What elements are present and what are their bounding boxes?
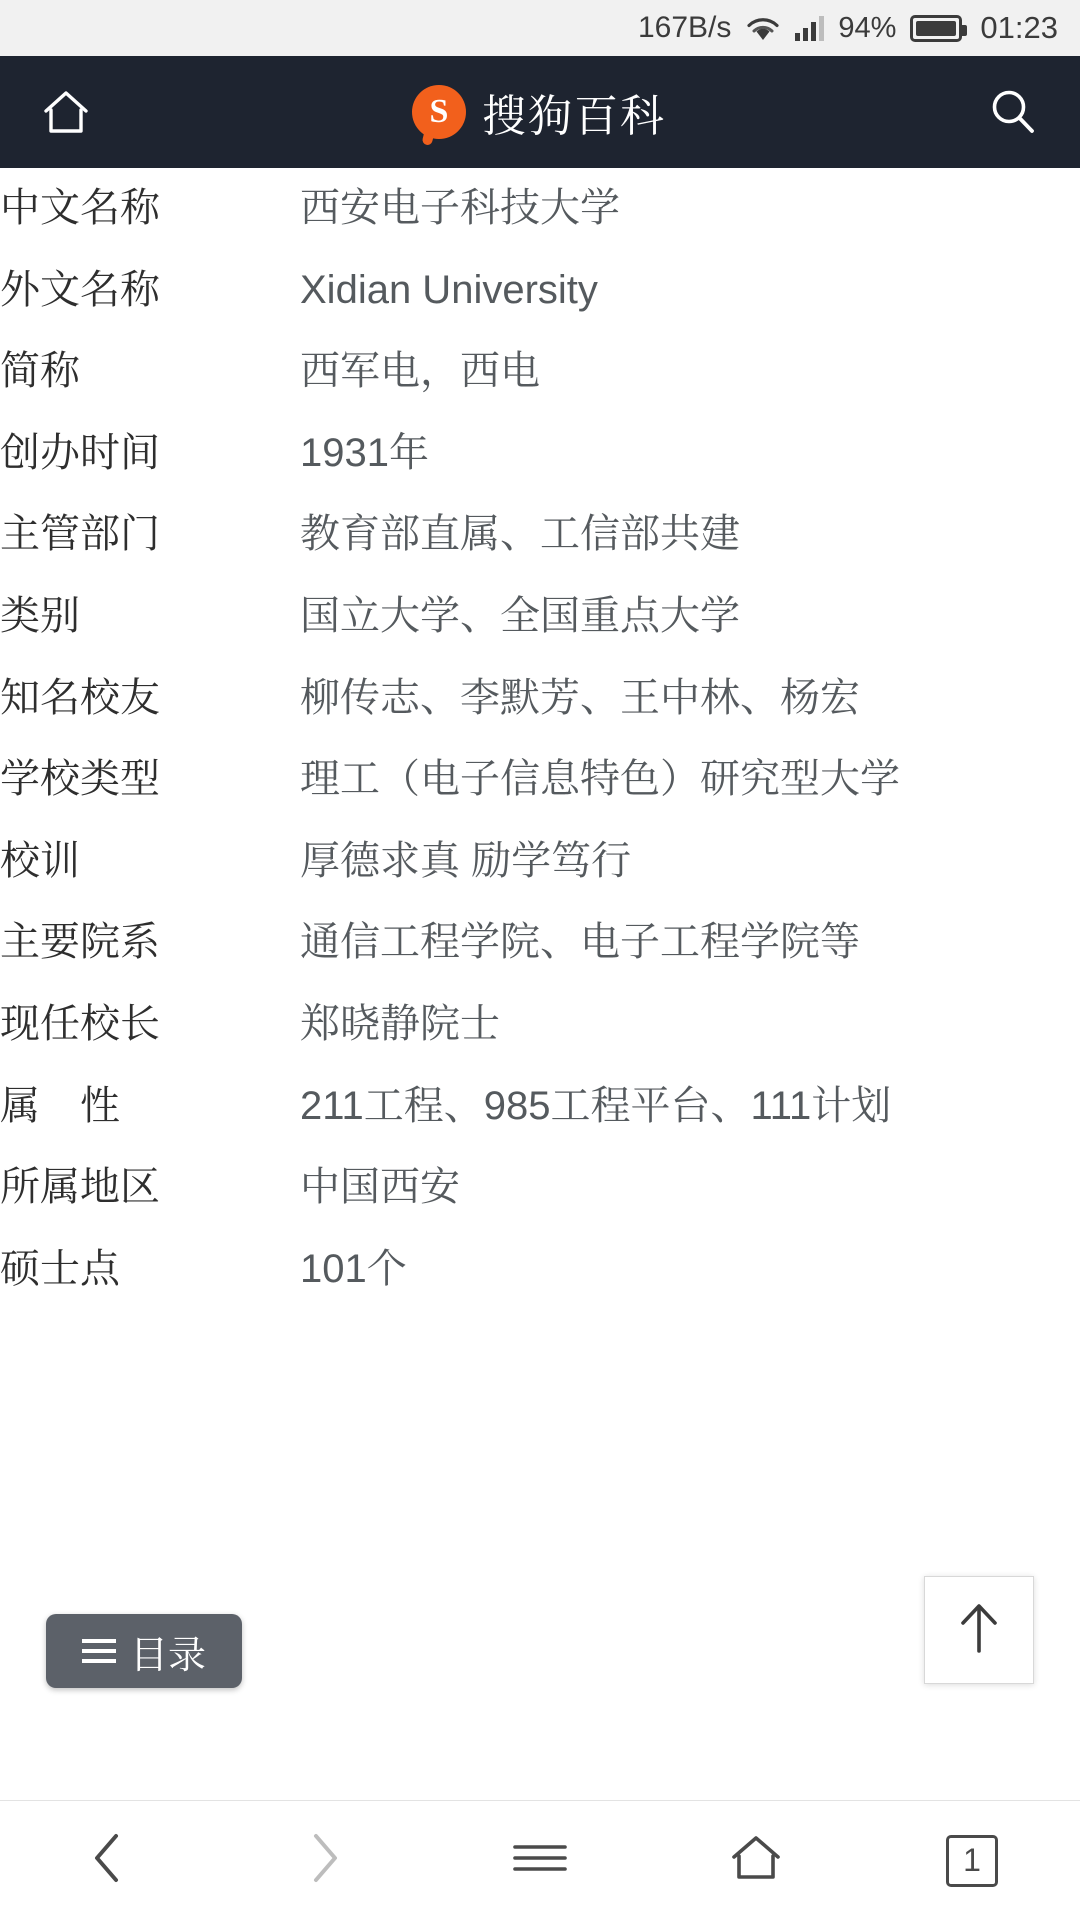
infobox-scroll-area[interactable] — [0, 168, 1080, 1800]
table-row — [0, 331, 1080, 413]
row-key: 属 性 — [0, 1083, 120, 1128]
row-value: 中国西安 — [300, 1165, 460, 1210]
row-key: 创办时间 — [0, 430, 160, 475]
row-value: 通信工程学院、电子工程学院等 — [300, 920, 860, 965]
table-row — [0, 413, 1080, 495]
table-row — [0, 576, 1080, 658]
row-value: 郑晓静院士 — [300, 1001, 500, 1046]
row-key: 外文名称 — [0, 267, 160, 312]
table-row — [0, 902, 1080, 984]
row-key: 主管部门 — [0, 512, 160, 557]
wifi-icon — [745, 14, 781, 42]
row-value: 国立大学、全国重点大学 — [300, 593, 740, 638]
menu-button[interactable] — [465, 1811, 615, 1911]
toc-button[interactable] — [46, 1614, 242, 1688]
row-key: 校训 — [0, 838, 80, 883]
table-row — [0, 1147, 1080, 1229]
infobox-table — [0, 168, 1080, 1310]
forward-button[interactable] — [249, 1811, 399, 1911]
app-title: 搜狗百科 — [482, 92, 666, 141]
back-to-top-button[interactable] — [924, 1576, 1034, 1684]
home-button[interactable] — [681, 1811, 831, 1911]
row-value: 厚德求真 励学笃行 — [300, 838, 632, 883]
row-value: 西军电，西电 — [300, 349, 540, 394]
network-speed: 167B/s — [637, 11, 732, 44]
row-key: 类别 — [0, 593, 80, 638]
status-clock: 01:23 — [980, 10, 1058, 45]
arrow-up-icon — [951, 1597, 1007, 1664]
hamburger-icon — [82, 1639, 116, 1663]
table-row — [0, 168, 1080, 250]
hamburger-menu-icon — [509, 1836, 571, 1885]
row-value: 西安电子科技大学 — [300, 186, 620, 230]
table-row — [0, 658, 1080, 740]
table-row — [0, 494, 1080, 576]
home-icon[interactable] — [40, 87, 92, 137]
chevron-left-icon — [85, 1829, 131, 1892]
table-row — [0, 1229, 1080, 1311]
row-value: 1931年 — [300, 430, 429, 475]
row-value: 211工程、985工程平台、111计划 — [300, 1083, 892, 1128]
table-row — [0, 984, 1080, 1066]
table-row — [0, 1066, 1080, 1148]
row-key: 简称 — [0, 349, 80, 394]
row-value: 101个 — [300, 1246, 407, 1291]
sogou-logo-icon: S — [412, 85, 466, 139]
tabs-button[interactable] — [897, 1811, 1047, 1911]
row-key: 所属地区 — [0, 1165, 160, 1210]
back-button[interactable] — [33, 1811, 183, 1911]
table-row — [0, 739, 1080, 821]
row-value: Xidian University — [300, 267, 598, 312]
cellular-signal-icon — [795, 15, 824, 41]
row-key: 现任校长 — [0, 1001, 160, 1046]
row-key: 学校类型 — [0, 757, 160, 802]
app-header — [0, 56, 1080, 168]
table-row — [0, 250, 1080, 332]
row-key: 知名校友 — [0, 675, 160, 720]
row-key: 中文名称 — [0, 186, 160, 230]
search-icon[interactable] — [986, 85, 1040, 139]
home-outline-icon — [727, 1832, 785, 1889]
browser-bottom-bar — [0, 1800, 1080, 1920]
row-value: 教育部直属、工信部共建 — [300, 512, 740, 557]
row-key: 硕士点 — [0, 1246, 120, 1291]
row-value: 柳传志、李默芳、王中林、杨宏 — [300, 675, 860, 720]
battery-percent: 94% — [838, 11, 897, 44]
battery-icon — [910, 15, 962, 42]
brand[interactable] — [412, 80, 666, 144]
status-bar — [0, 0, 1080, 56]
row-key: 主要院系 — [0, 920, 160, 965]
row-value: 理工（电子信息特色）研究型大学 — [300, 757, 900, 802]
table-row — [0, 821, 1080, 903]
toc-label: 目录 — [129, 1634, 206, 1677]
tabs-count: 1 — [946, 1835, 998, 1887]
chevron-right-icon — [301, 1829, 347, 1892]
